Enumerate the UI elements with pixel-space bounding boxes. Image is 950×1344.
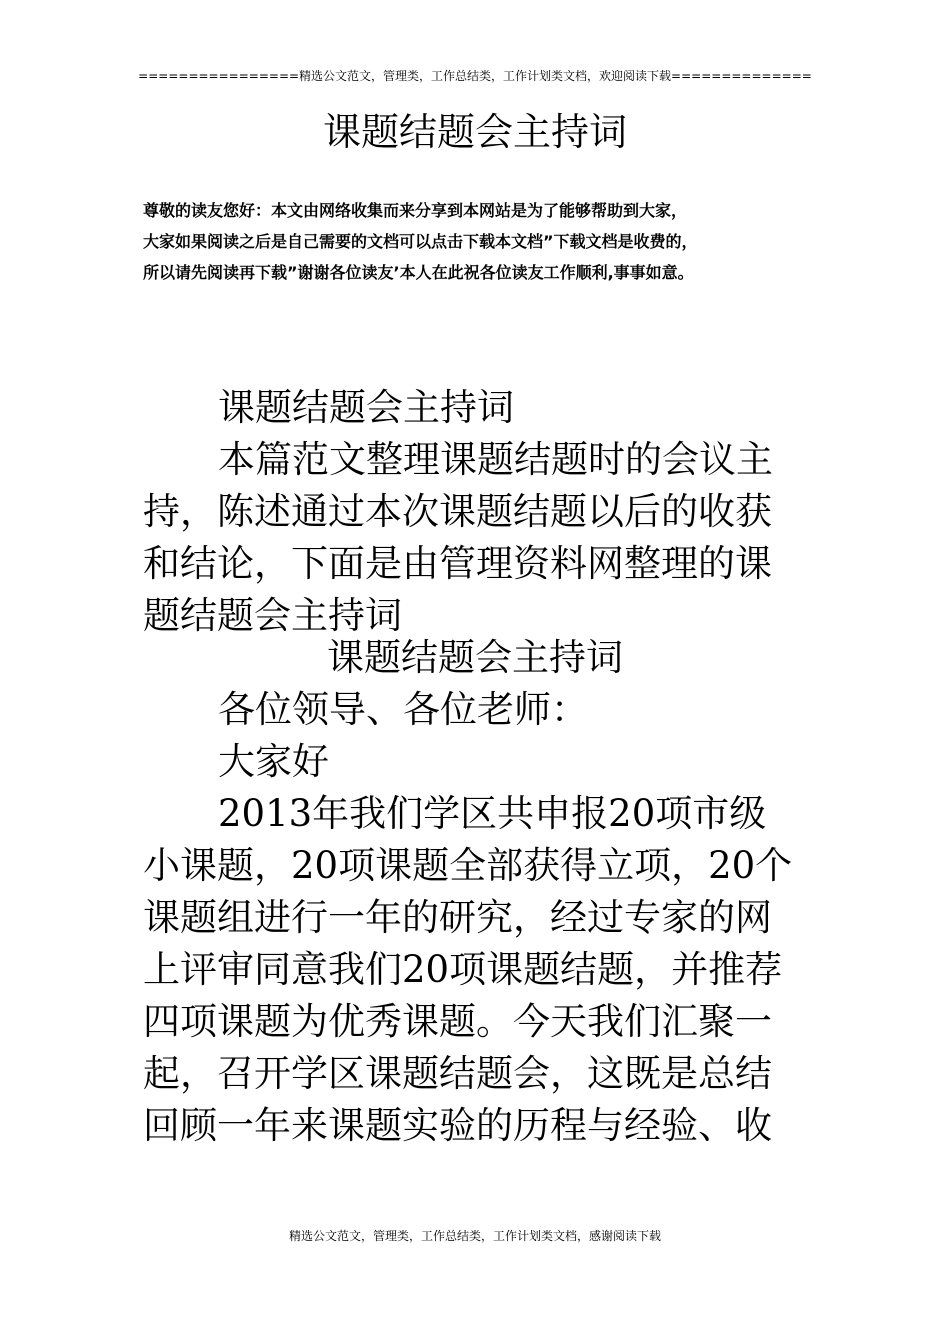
footer-banner: 精选公文范文，管理类，工作总结类，工作计划类文档，感谢阅读下载	[288, 1229, 661, 1243]
document-title: 课题结题会主持词	[322, 110, 627, 154]
notice-line: 所以请先阅读再下载”谢谢各位读友’本人在此祝各位读友工作顺利,事事如意。	[143, 263, 694, 282]
reader-notice	[143, 195, 823, 288]
greeting: 大家好	[218, 740, 329, 783]
body-text-line: 本篇范文整理课题结题时的会议主	[218, 438, 773, 481]
salutation: 各位领导、各位老师：	[218, 688, 588, 731]
body-text-line: 课题组进行一年的研究，经过专家的网	[143, 896, 772, 939]
body-text-line: 起，召开学区课题结题会，这既是总结	[143, 1052, 772, 1095]
header-banner: ================精选公文范文，管理类，工作总结类，工作计划类文档，欢迎阅读下载==============	[138, 69, 812, 83]
body-subheading: 课题结题会主持词	[327, 636, 623, 679]
notice-line: 大家如果阅读之后是自己需要的文档可以点击下载本文档”下载文档是收费的，	[143, 232, 698, 251]
body-heading: 课题结题会主持词	[218, 386, 514, 429]
body-text-line: 和结论，下面是由管理资料网整理的课	[143, 542, 772, 585]
body-text-line: 2013年我们学区共申报20项市级	[218, 792, 767, 835]
body-text-line: 回顾一年来课题实验的历程与经验、收	[143, 1104, 772, 1147]
body-text-line: 持，陈述通过本次课题结题以后的收获	[143, 490, 772, 533]
body-text-line: 题结题会主持词	[143, 594, 402, 637]
body-text-line: 上评审同意我们20项课题结题，并推荐	[143, 948, 783, 991]
notice-line: 尊敬的读友您好：本文由网络收集而来分享到本网站是为了能够帮助到大家，	[143, 201, 688, 220]
body-text-line: 小课题，20项课题全部获得立项，20个	[143, 844, 793, 887]
body-text-line: 四项课题为优秀课题。今天我们汇聚一	[143, 1000, 772, 1043]
